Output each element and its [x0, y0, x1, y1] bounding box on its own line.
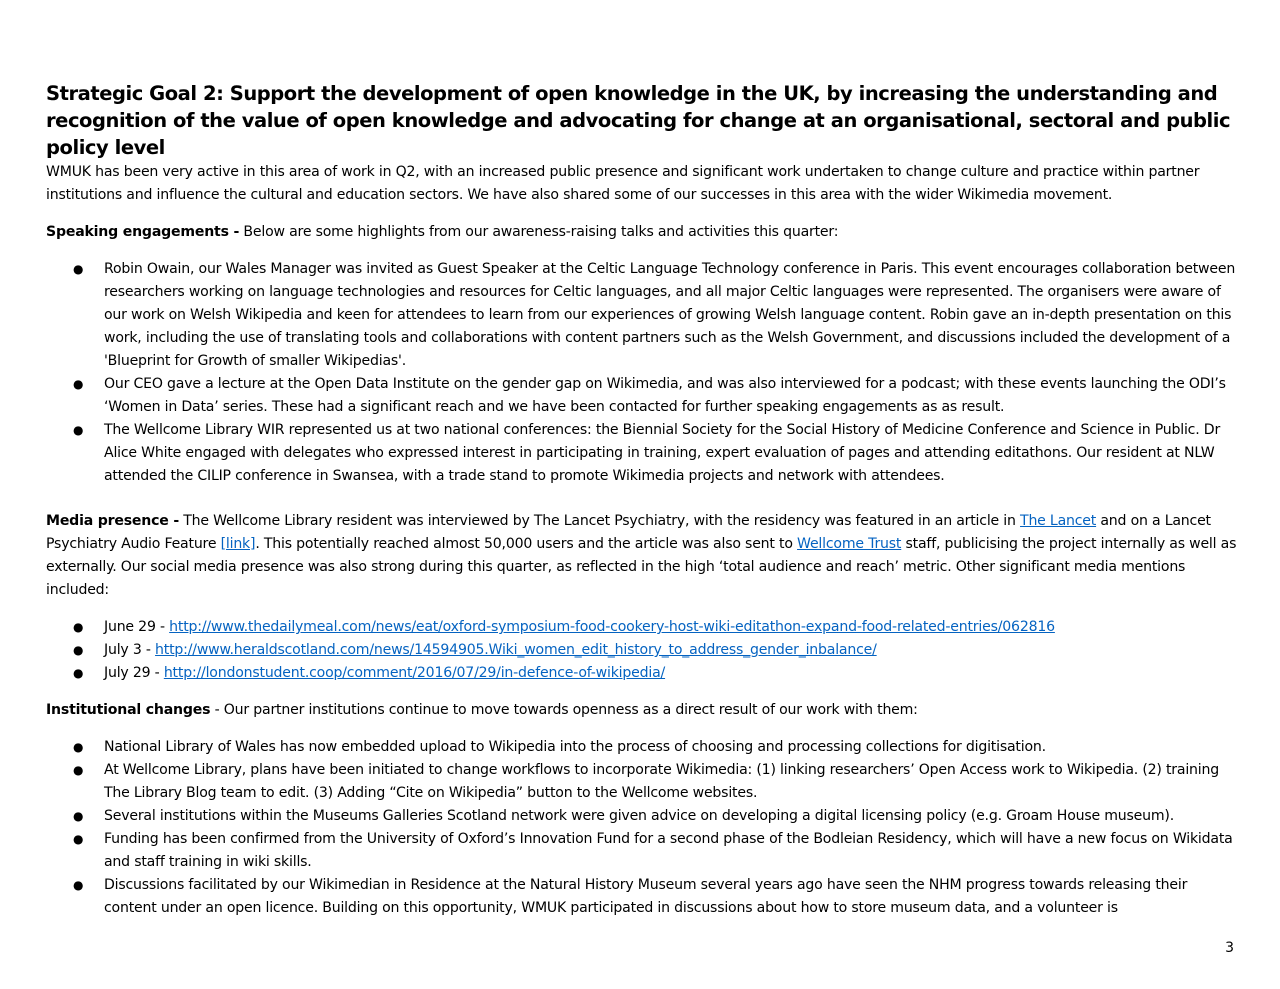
section-heading: Strategic Goal 2: Support the development of open knowledge in the UK, by increasing the understanding and recognition of the value of open knowledge and advocating for change at an organisational, sectoral and public policy level: [46, 82, 1231, 159]
bullet-icon: ●: [73, 620, 84, 634]
media-paragraph: Media presence - The Wellcome Library resident was interviewed by The Lancet Psychiatry, with the residency was featured in an article in The Lancet and on a Lancet Psychiatry Audio Feature [link]. This potentially reached almost 50,000 users and the article was also sent to Wellcome Trust staff, publicising the project internally as well as externally. Our social media presence was also strong during this quarter, as reflected in the high ‘total audience and reach’ metric. Other significant media mentions included:: [46, 513, 1237, 598]
speaking-list: [46, 258, 1242, 488]
document-page: [46, 80, 1242, 920]
mention-link[interactable]: http://www.heraldscotland.com/news/14594905.Wiki_women_edit_history_to_address_gender_inbalance/: [155, 642, 877, 658]
bullet-icon: ●: [73, 666, 84, 680]
list-item: ● July 29 - http://londonstudent.coop/comment/2016/07/29/in-defence-of-wikipedia/: [46, 662, 1242, 685]
list-item: ● At Wellcome Library, plans have been initiated to change workflows to incorporate Wikimedia: (1) linking researchers’ Open Access work to Wikipedia. (2) training The Library Blog team to edit. (3) Adding “Cite on Wikipedia” button to the Wellcome websites.: [46, 759, 1242, 805]
bullet-icon: ●: [73, 878, 84, 892]
bullet-icon: ●: [73, 377, 84, 391]
bullet-icon: ●: [73, 740, 84, 754]
list-item: ● Robin Owain, our Wales Manager was invited as Guest Speaker at the Celtic Language Technology conference in Paris. This event encourages collaboration between researchers working on language technologies and resources for Celtic languages, and all major Celtic languages were represented. The organisers were aware of our work on Welsh Wikipedia and keen for attendees to learn from our experiences of growing Welsh language content. Robin gave an in-depth presentation on this work, including the use of translating tools and collaborations with content partners such as the Welsh Government, and discussions included the development of a 'Blueprint for Growth of smaller Wikipedias'.: [46, 258, 1242, 373]
page-number: 3: [1225, 940, 1234, 956]
lancet-link[interactable]: The Lancet: [1020, 513, 1097, 529]
audio-feature-link[interactable]: [link]: [220, 536, 256, 552]
media-mentions-list: [46, 616, 1242, 685]
speaking-paragraph: [46, 221, 1242, 244]
media-label: Media presence -: [46, 513, 179, 529]
wellcome-trust-link[interactable]: Wellcome Trust: [797, 536, 902, 552]
mention-link[interactable]: http://www.thedailymeal.com/news/eat/oxford-symposium-food-cookery-host-wiki-editathon-expand-food-related-entries/062816: [169, 619, 1055, 635]
speaking-label: Speaking engagements -: [46, 224, 240, 240]
institutional-list: [46, 736, 1242, 920]
speaking-text: Below are some highlights from our awareness-raising talks and activities this quarter:: [239, 224, 839, 240]
bullet-icon: ●: [73, 262, 84, 276]
list-item: ● National Library of Wales has now embedded upload to Wikipedia into the process of choosing and processing collections for digitisation.: [46, 736, 1242, 759]
list-item: ● Several institutions within the Museums Galleries Scotland network were given advice on developing a digital licensing policy (e.g. Groam House museum).: [46, 805, 1242, 828]
list-item: ● Discussions facilitated by our Wikimedian in Residence at the Natural History Museum several years ago have seen the NHM progress towards releasing their content under an open licence. Building on this opportunity, WMUK participated in discussions about how to store museum data, and a volunteer is: [46, 874, 1242, 920]
bullet-icon: ●: [73, 832, 84, 846]
bullet-icon: ●: [73, 809, 84, 823]
mention-link[interactable]: http://londonstudent.coop/comment/2016/07/29/in-defence-of-wikipedia/: [163, 665, 666, 681]
list-item: ● Funding has been confirmed from the University of Oxford’s Innovation Fund for a second phase of the Bodleian Residency, which will have a new focus on Wikidata and staff training in wiki skills.: [46, 828, 1242, 874]
institutional-label: Institutional changes: [46, 702, 211, 718]
intro-paragraph: WMUK has been very active in this area of work in Q2, with an increased public presence and significant work undertaken to change culture and practice within partner institutions and influence the cultural and education sectors. We have also shared some of our successes in this area with the wider Wikimedia movement.: [46, 164, 1200, 203]
list-item: ● The Wellcome Library WIR represented us at two national conferences: the Biennial Society for the Social History of Medicine Conference and Science in Public. Dr Alice White engaged with delegates who expressed interest in participating in training, expert evaluation of pages and attending editathons. Our resident at NLW attended the CILIP conference in Swansea, with a trade stand to promote Wikimedia projects and network with attendees.: [46, 419, 1242, 488]
list-item: ● July 3 - http://www.heraldscotland.com/news/14594905.Wiki_women_edit_history_to_address_gender_inbalance/: [46, 639, 1242, 662]
list-item: ● Our CEO gave a lecture at the Open Data Institute on the gender gap on Wikimedia, and was also interviewed for a podcast; with these events launching the ODI’s ‘Women in Data’ series. These had a significant reach and we have been contacted for further speaking engagements as as result.: [46, 373, 1242, 419]
list-item: ● June 29 - http://www.thedailymeal.com/news/eat/oxford-symposium-food-cookery-host-wiki-editathon-expand-food-related-entries/062816: [46, 616, 1242, 639]
institutional-paragraph: Institutional changes - Our partner institutions continue to move towards openness as a direct result of our work with them:: [46, 702, 918, 718]
bullet-icon: ●: [73, 643, 84, 657]
bullet-icon: ●: [73, 763, 84, 777]
bullet-icon: ●: [73, 423, 84, 437]
